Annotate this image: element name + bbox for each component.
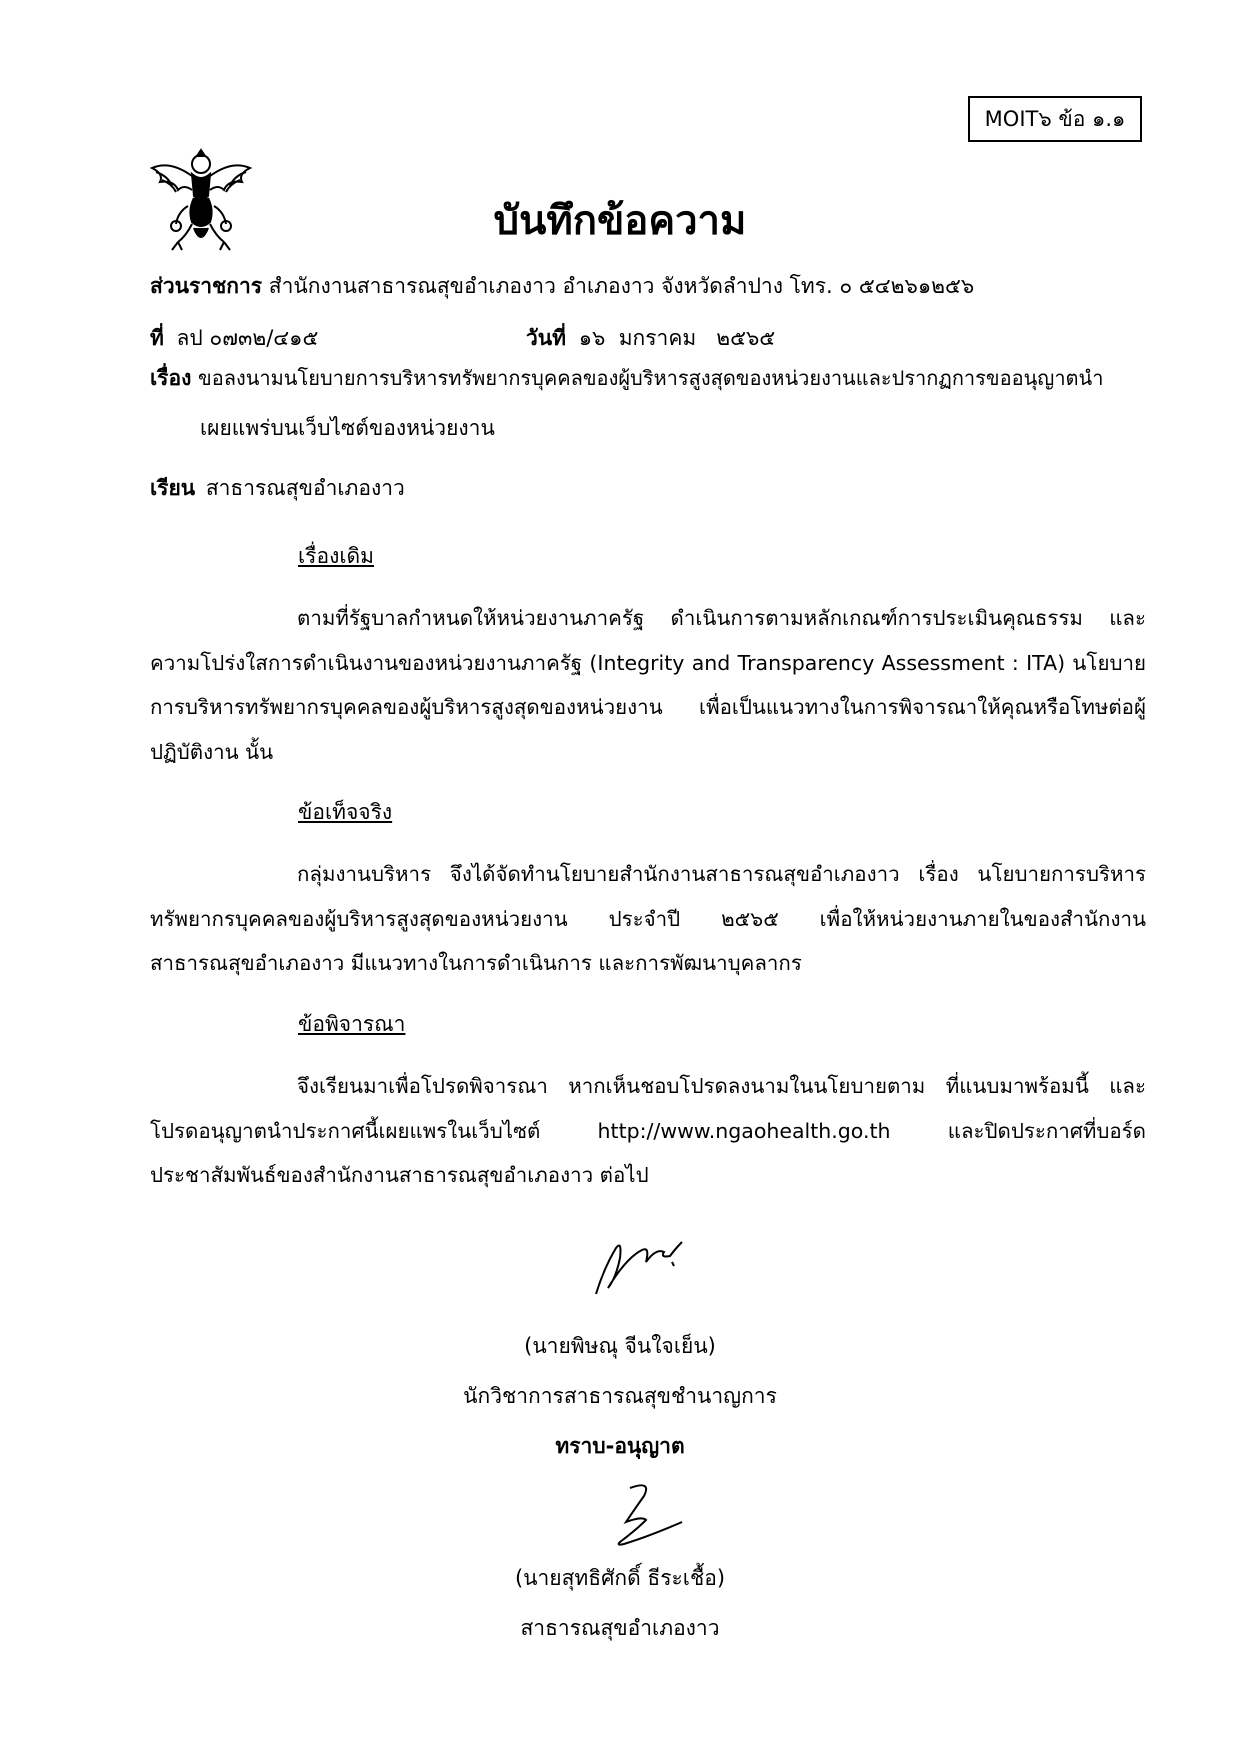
ref-label: ที่ [150, 326, 164, 350]
signer1-name: (นายพิษณุ จีนใจเย็น) [524, 1334, 716, 1358]
section-heading-consideration: ข้อพิจารณา [298, 1012, 406, 1036]
to-value: สาธารณสุขอำเภองาว [205, 476, 405, 500]
signer2-name: (นายสุทธิศักดิ์ ธีระเชื้อ) [514, 1566, 726, 1590]
section-body-consideration: จึงเรียนมาเพื่อโปรดพิจารณา หากเห็นชอบโปรดลงนามในนโยบายตาม ที่แนบมาพร้อมนี้ และโปรดอนุญาตนำประกาศนี้เผยแพรในเว็บไซต์ http://www.ngaohealth.go.th และปิดประกาศที่บอร์ดประชาสัมพันธ์ของสำนักงานสาธารณสุขอำเภองาว ต่อไป [150, 1074, 1146, 1187]
agency-value: สำนักงานสาธารณสุขอำเภองาว อำเภองาว จังหวัดลำปาง โทร. ๐ ๕๔๒๖๑๒๕๖ [268, 274, 975, 298]
ref-value: ลป ๐๗๓๒/๔๑๕ [176, 326, 319, 350]
form-tag-text: MOIT๖ ข้อ ๑.๑ [984, 106, 1126, 131]
date-value: ๑๖ มกราคม ๒๕๖๕ [578, 326, 776, 350]
subject-label: เรื่อง [150, 366, 192, 390]
signature-1 [586, 1228, 696, 1298]
to-label: เรียน [150, 476, 196, 500]
signature-2 [586, 1480, 696, 1560]
form-tag-box [968, 96, 1142, 142]
to-line [150, 476, 405, 501]
subject-text-line1: ขอลงนามนโยบายการบริหารทรัพยากรบุคคลของผู้บริหารสูงสุดของหน่วยงานและปรากฏการขออนุญาตนำ [198, 366, 1104, 390]
section-heading-background: เรื่องเดิม [298, 544, 374, 568]
section-body-facts: กลุ่มงานบริหาร จึงได้จัดทำนโยบายสำนักงานสาธารณสุขอำเภองาว เรื่อง นโยบายการบริหารทรัพยากรบุคคลของผู้บริหารสูงสุดของหน่วยงาน ประจำปี ๒๕๖๕ เพื่อให้หน่วยงานภายในของสำนักงานสาธารณสุขอำเภองาว มีแนวทางในการดำเนินการ และการพัฒนาบุคลากร [150, 862, 1146, 975]
date-line [526, 326, 775, 351]
subject-line [150, 366, 1103, 391]
approval-label: ทราบ-อนุญาต [555, 1434, 685, 1458]
agency-label: ส่วนราชการ [150, 274, 263, 298]
signer1-position: นักวิชาการสาธารณสุขชำนาญการ [463, 1384, 777, 1408]
subject-text-line2: เผยแพร่บนเว็บไซต์ของหน่วยงาน [200, 416, 495, 440]
memo-title: บันทึกข้อความ [493, 198, 747, 244]
section-body-background: ตามที่รัฐบาลกำหนดให้หน่วยงานภาครัฐ ดำเนินการตามหลักเกณฑ์การประเมินคุณธรรม และความโปร่งใสการดำเนินงานของหน่วยงานภาครัฐ (Integrity and Transparency Assessment : ITA) นโยบายการบริหารทรัพยากรบุคคลของผู้บริหารสูงสุดของหน่วยงาน เพื่อเป็นแนวทางในการพิจารณาให้คุณหรือโทษต่อผู้ปฏิบัติงาน นั้น [150, 606, 1146, 764]
section-heading-facts: ข้อเท็จจริง [298, 800, 393, 824]
signer2-position: สาธารณสุขอำเภองาว [520, 1616, 720, 1640]
agency-line [150, 274, 974, 299]
date-label: วันที่ [526, 326, 566, 350]
ref-line [150, 326, 318, 351]
